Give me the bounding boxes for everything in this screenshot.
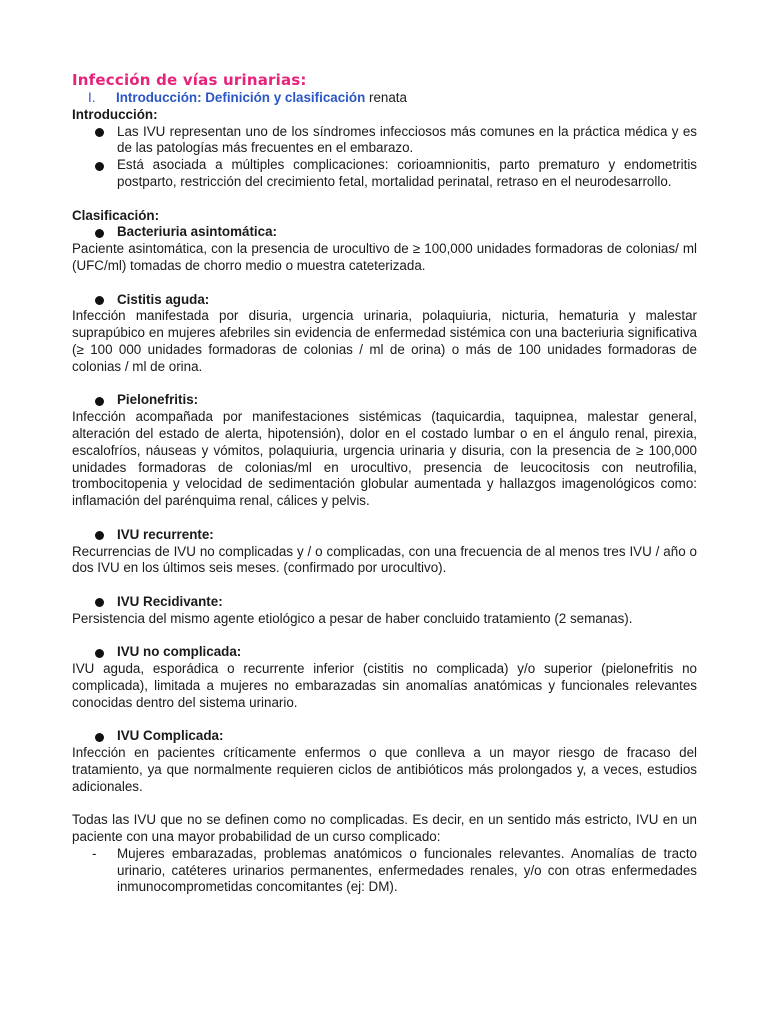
- document-page: [72, 70, 697, 896]
- closing-paragraph: Todas las IVU que no se definen como no complicadas. Es decir, en un sentido más estricto, IVU en un paciente con una mayor probabilidad de un curso complicado:: [72, 812, 697, 845]
- classification-label: Clasificación:: [72, 207, 160, 223]
- classification-heading-text: Bacteriuria asintomática:: [117, 224, 278, 240]
- classification-heading-text: Cistitis aguda:: [117, 291, 210, 307]
- intro-label: Introducción:: [72, 106, 158, 122]
- intro-bullet-text: Las IVU representan uno de los síndromes infecciosos más comunes en la práctica médica y es de las patologías más frecuentes en el embarazo.: [117, 123, 697, 156]
- classification-description: Recurrencias de IVU no complicadas y / o complicadas, con una frecuencia de al menos tres IVU / año o dos IVU en los últimos seis meses. (confirmado por urocultivo).: [72, 543, 697, 576]
- section-extra-text: renata: [365, 90, 407, 105]
- section-heading: [72, 90, 697, 107]
- bullet-dot-icon: [95, 162, 104, 171]
- classification-heading-list: [72, 644, 697, 661]
- intro-bullet: [72, 124, 697, 158]
- intro-bullet: [72, 157, 697, 191]
- bullet-dot-icon: [95, 531, 104, 540]
- closing-dash-text: Mujeres embarazadas, problemas anatómicos o funcionales relevantes. Anomalías de tracto urinario, catéteres urinarios permanentes, enfermedades renales, y/o con otras enfermedades inmunocomprometidas concomitantes (ej: DM).: [117, 845, 697, 895]
- classification-heading: [72, 224, 697, 241]
- classification-heading-list: [72, 728, 697, 745]
- dash-marker: -: [92, 845, 97, 861]
- classification-description: Persistencia del mismo agente etiológico a pesar de haber concluido tratamiento (2 semanas).: [72, 610, 633, 626]
- intro-bullet-list: [72, 124, 697, 191]
- closing-dash-item: [72, 846, 697, 896]
- bullet-dot-icon: [95, 397, 104, 406]
- classification-heading-text: IVU no complicada:: [117, 644, 242, 660]
- bullet-dot-icon: [95, 296, 104, 305]
- document-title: Infección de vías urinarias:: [72, 71, 307, 89]
- bullet-dot-icon: [95, 649, 104, 658]
- classification-heading-list: [72, 224, 697, 241]
- bullet-dot-icon: [95, 733, 104, 742]
- classification-heading-text: IVU Recidivante:: [117, 593, 223, 609]
- classification-heading: [72, 292, 697, 309]
- classification-heading: [72, 644, 697, 661]
- classification-heading-list: [72, 527, 697, 544]
- classification-heading: [72, 527, 697, 544]
- classification-heading-list: [72, 292, 697, 309]
- classification-heading-list: [72, 594, 697, 611]
- classification-heading: [72, 728, 697, 745]
- bullet-dot-icon: [95, 229, 104, 238]
- classification-heading-text: IVU recurrente:: [117, 526, 214, 542]
- section-numeral: I.: [88, 90, 96, 105]
- classification-description: Paciente asintomática, con la presencia de urocultivo de ≥ 100,000 unidades formadoras de colonias/ ml (UFC/ml) tomadas de chorro medio o muestra cateterizada.: [72, 241, 697, 273]
- section-title: Introducción: Definición y clasificación: [116, 90, 366, 105]
- classification-description: Infección manifestada por disuria, urgencia urinaria, polaquiuria, nicturia, hematuria y malestar suprapúbico en mujeres afebriles sin evidencia de enfermedad sistémica con una bacteriuria significativa (≥ 100 000 unidades formadoras de colonias / ml de orina) o más de 100 unidades formadoras de colonias / ml de orina.: [72, 308, 697, 374]
- classification-description: IVU aguda, esporádica o recurrente inferior (cistitis no complicada) y/o superior (pielonefritis no complicada), limitada a mujeres no embarazadas sin anomalías anatómicas y funcionales relevantes conocidas dentro del sistema urinario.: [72, 661, 697, 710]
- classification-heading: [72, 594, 697, 611]
- classification-heading-text: IVU Complicada:: [117, 728, 224, 744]
- classification-heading: [72, 392, 697, 409]
- classification-heading-text: Pielonefritis:: [117, 392, 199, 408]
- classification-heading-list: [72, 392, 697, 409]
- classification-description: Infección en pacientes críticamente enfermos o que conlleva a un mayor riesgo de fracaso del tratamiento, ya que normalmente requieren ciclos de antibióticos más prolongados y, a veces, estudios adicionales.: [72, 745, 697, 794]
- bullet-dot-icon: [95, 128, 104, 137]
- closing-dash-list: [72, 846, 697, 896]
- intro-bullet-text: Está asociada a múltiples complicaciones: corioamnionitis, parto prematuro y endometritis postparto, restricción del crecimiento fetal, mortalidad perinatal, retraso en el neurodesarrollo.: [117, 157, 697, 189]
- bullet-dot-icon: [95, 598, 104, 607]
- classification-description: Infección acompañada por manifestaciones sistémicas (taquicardia, taquipnea, malestar general, alteración del estado de alerta, hipotensión), dolor en el costado lumbar o en el ángulo renal, pirexia, escalofríos, náuseas y vómitos, polaquiuria, urgencia urinaria y disuria, con la presencia de ≥ 100,000 unidades formadoras de colonias/ml en urocultivo, presencia de leucocitosis con neutrofilia, trombocitopenia y velocidad de sedimentación globular aumentada y hallazgos imagenológicos como: inflamación del parénquima renal, cálices y pelvis.: [72, 409, 697, 509]
